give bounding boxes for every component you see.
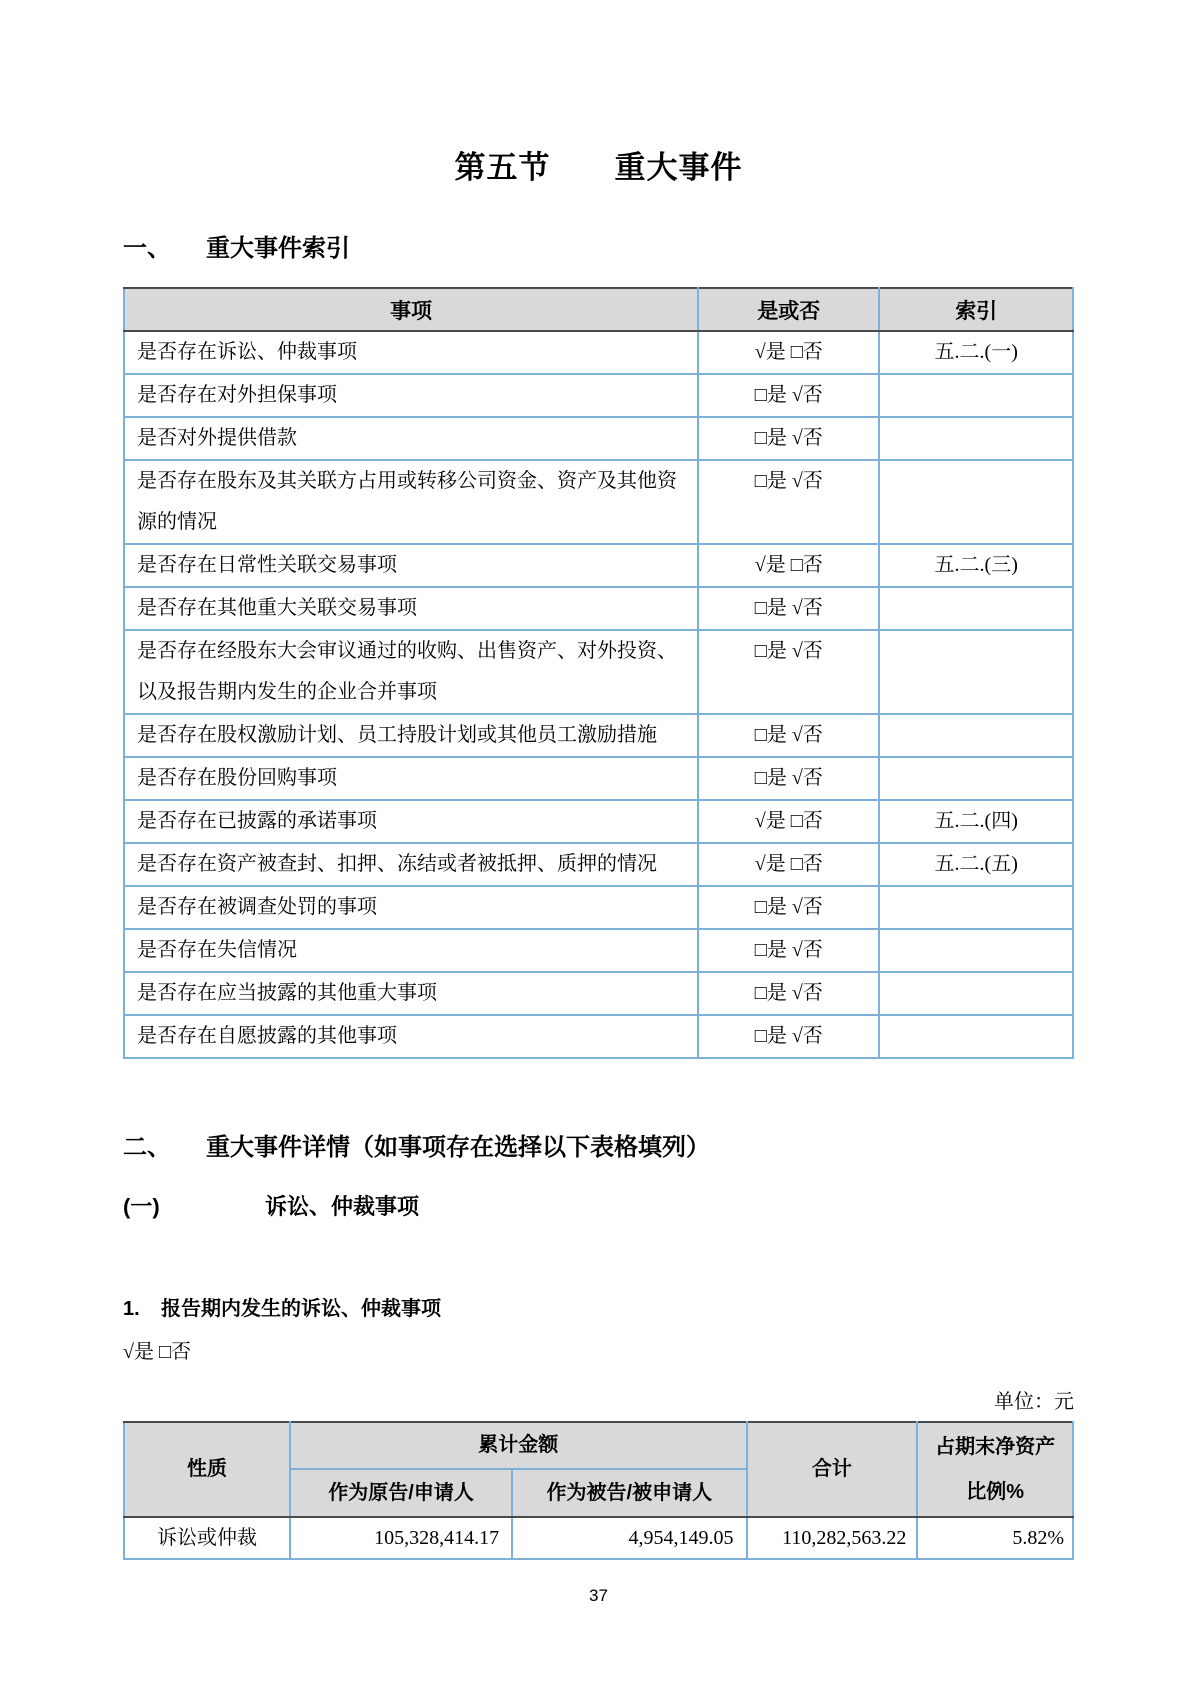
col-header-ratio-line1: 占期末净资产 — [935, 1435, 1056, 1458]
yesno-cell: √是 □否 — [698, 544, 879, 587]
col-header-cumulative: 累计金额 — [290, 1422, 746, 1469]
total-amount-cell: 110,282,563.22 — [747, 1517, 918, 1559]
yesno-cell: □是 √否 — [698, 630, 879, 714]
section-index-heading — [123, 233, 1074, 265]
table-row — [124, 714, 1073, 757]
item-cell: 是否存在失信情况 — [124, 929, 698, 972]
index-cell — [879, 374, 1073, 417]
litigation-row — [124, 1517, 1073, 1559]
report-period-item-heading — [123, 1295, 1074, 1323]
col-header-defendant: 作为被告/被申请人 — [512, 1469, 746, 1517]
yesno-cell: □是 √否 — [698, 460, 879, 544]
col-header-nature: 性质 — [124, 1422, 290, 1517]
table-row — [124, 331, 1073, 374]
item-cell: 是否存在已披露的承诺事项 — [124, 800, 698, 843]
yesno-cell: □是 √否 — [698, 757, 879, 800]
index-cell — [879, 460, 1073, 544]
table-row — [124, 886, 1073, 929]
col-header-yesno: 是或否 — [698, 288, 879, 331]
table-row — [124, 460, 1073, 544]
table-row — [124, 544, 1073, 587]
table-row — [124, 417, 1073, 460]
yesno-cell: √是 □否 — [698, 800, 879, 843]
col-header-ratio-line2: 比例% — [966, 1480, 1025, 1503]
table-row — [124, 929, 1073, 972]
table-row — [124, 800, 1073, 843]
index-cell — [879, 630, 1073, 714]
litigation-table-header-row-1 — [124, 1422, 1073, 1469]
plaintiff-amount-cell: 105,328,414.17 — [290, 1517, 512, 1559]
item-cell: 是否存在资产被查封、扣押、冻结或者被抵押、质押的情况 — [124, 843, 698, 886]
index-cell — [879, 1015, 1073, 1058]
report-period-item-title: 报告期内发生的诉讼、仲裁事项 — [161, 1298, 441, 1320]
yesno-cell: □是 √否 — [698, 714, 879, 757]
unit-label: 单位：元 — [994, 1391, 1074, 1413]
table-row — [124, 630, 1073, 714]
table-row — [124, 1015, 1073, 1058]
report-period-item-number: 1. — [123, 1298, 140, 1320]
index-cell: 五.二.(三) — [879, 544, 1073, 587]
defendant-amount-cell: 4,954,149.05 — [512, 1517, 746, 1559]
item-cell: 是否存在自愿披露的其他事项 — [124, 1015, 698, 1058]
page-content — [123, 0, 1074, 1606]
item-cell: 是否对外提供借款 — [124, 417, 698, 460]
index-cell — [879, 714, 1073, 757]
index-cell — [879, 757, 1073, 800]
table-row — [124, 587, 1073, 630]
item-cell: 是否存在股东及其关联方占用或转移公司资金、资产及其他资源的情况 — [124, 460, 698, 544]
litigation-amounts-table — [123, 1421, 1074, 1560]
item-cell: 是否存在日常性关联交易事项 — [124, 544, 698, 587]
ratio-cell: 5.82% — [917, 1517, 1073, 1559]
item-cell: 是否存在被调查处罚的事项 — [124, 886, 698, 929]
yesno-line: √是 □否 — [123, 1341, 192, 1363]
table-row — [124, 843, 1073, 886]
yesno-cell: □是 √否 — [698, 1015, 879, 1058]
table-row — [124, 972, 1073, 1015]
index-cell — [879, 886, 1073, 929]
yesno-cell: □是 √否 — [698, 417, 879, 460]
yesno-cell: □是 √否 — [698, 886, 879, 929]
nature-cell: 诉讼或仲裁 — [124, 1517, 290, 1559]
yesno-cell: □是 √否 — [698, 587, 879, 630]
col-header-item: 事项 — [124, 288, 698, 331]
item-cell: 是否存在应当披露的其他重大事项 — [124, 972, 698, 1015]
doc-title: 第五节 重大事件 — [454, 150, 743, 185]
index-cell: 五.二.(四) — [879, 800, 1073, 843]
yesno-cell: □是 √否 — [698, 929, 879, 972]
litigation-subheading — [123, 1192, 1074, 1222]
yesno-cell: □是 √否 — [698, 972, 879, 1015]
page-number: 37 — [589, 1586, 608, 1605]
section-detail-number: 二、 — [123, 1134, 171, 1161]
col-header-total: 合计 — [747, 1422, 918, 1517]
item-cell: 是否存在股份回购事项 — [124, 757, 698, 800]
index-table-header-row — [124, 288, 1073, 331]
yesno-cell: √是 □否 — [698, 843, 879, 886]
index-cell — [879, 587, 1073, 630]
index-cell — [879, 417, 1073, 460]
index-cell — [879, 929, 1073, 972]
major-events-index-table — [123, 287, 1074, 1059]
litigation-subheading-number: (一) — [123, 1194, 160, 1219]
litigation-subheading-title: 诉讼、仲裁事项 — [265, 1194, 420, 1219]
section-index-number: 一、 — [123, 235, 171, 262]
item-cell: 是否存在诉讼、仲裁事项 — [124, 331, 698, 374]
section-detail-heading — [123, 1132, 1074, 1164]
index-cell — [879, 972, 1073, 1015]
item-cell: 是否存在股权激励计划、员工持股计划或其他员工激励措施 — [124, 714, 698, 757]
section-detail-title: 重大事件详情（如事项存在选择以下表格填列） — [206, 1134, 710, 1161]
section-index-title: 重大事件索引 — [206, 235, 350, 262]
col-header-ratio — [917, 1422, 1073, 1517]
col-header-index: 索引 — [879, 288, 1073, 331]
item-cell: 是否存在对外担保事项 — [124, 374, 698, 417]
table-row — [124, 757, 1073, 800]
yesno-cell: □是 √否 — [698, 374, 879, 417]
table-row — [124, 374, 1073, 417]
col-header-plaintiff: 作为原告/申请人 — [290, 1469, 512, 1517]
yesno-cell: √是 □否 — [698, 331, 879, 374]
index-cell: 五.二.(五) — [879, 843, 1073, 886]
item-cell: 是否存在其他重大关联交易事项 — [124, 587, 698, 630]
item-cell: 是否存在经股东大会审议通过的收购、出售资产、对外投资、以及报告期内发生的企业合并事项 — [124, 630, 698, 714]
index-cell: 五.二.(一) — [879, 331, 1073, 374]
